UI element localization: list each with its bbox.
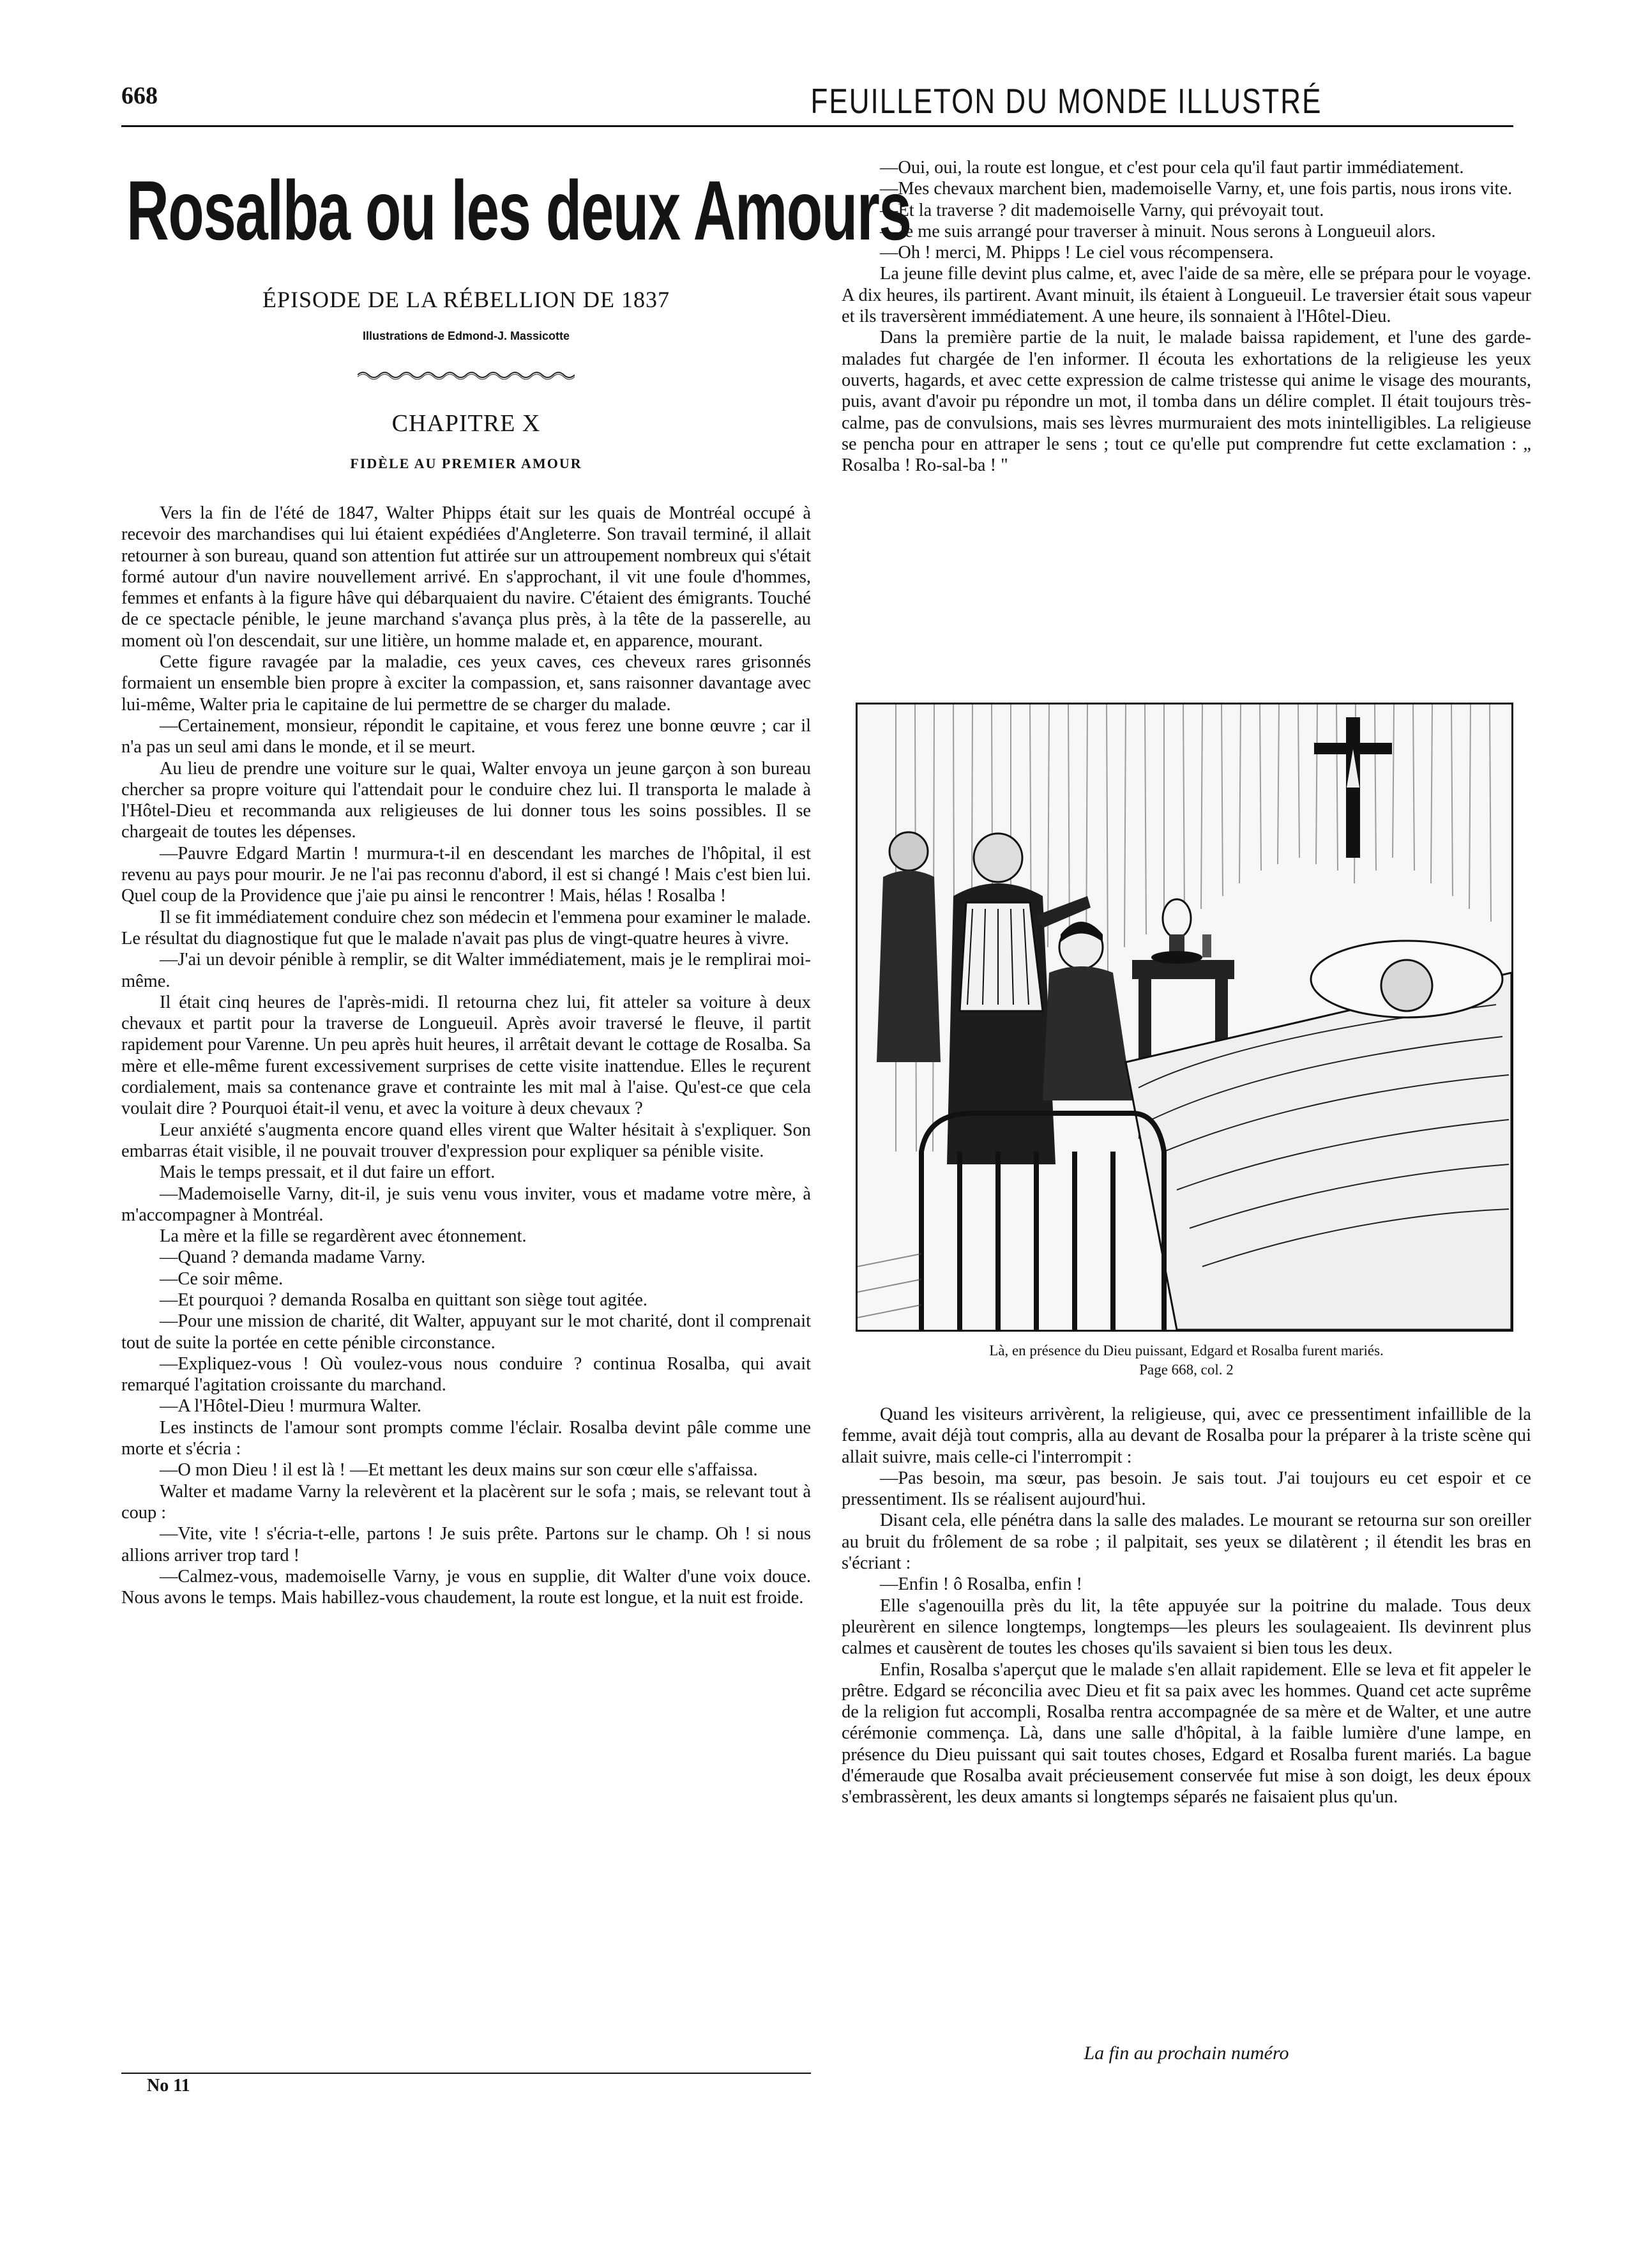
continuation-note: La fin au prochain numéro [1084, 2043, 1289, 2064]
paragraph: —J'ai un devoir pénible à remplir, se dit Walter immédiatement, mais je le remplirai moi-même. [121, 950, 811, 991]
paragraph: Il se fit immédiatement conduire chez son médecin et l'emmena pour examiner le malade. Le résultat du diagnostique fut que le malade n'avait pas plus de vingt-quatre heures à vivre. [121, 907, 811, 948]
paragraph: Au lieu de prendre une voiture sur le quai, Walter envoya un jeune garçon à son bureau chercher sa propre voiture qui l'attendait pour le conduire chez lui. Il transporta le malade à l'Hôtel-Dieu et recommanda aux religieuses de lui donner tous les soins possibles. Il se chargeait de toutes les dépenses. [121, 758, 811, 842]
story-title: Rosalba ou les deux Amours [126, 164, 911, 257]
illustration-drawing [858, 704, 1511, 1330]
paragraph: —Certainement, monsieur, répondit le capitaine, et vous ferez une bonne œuvre ; car il n'a pas un seul ami dans le monde, et il se meurt. [121, 715, 811, 757]
illustration-credit: Illustrations de Edmond-J. Massicotte [362, 330, 570, 342]
illustration-caption [842, 1341, 1531, 1380]
paragraph: —Pas besoin, ma sœur, pas besoin. Je sais tout. J'ai toujours eu cet espoir et ce pressentiment. Ils se réalisent aujourd'hui. [842, 1468, 1531, 1510]
paragraph: Cette figure ravagée par la maladie, ces yeux caves, ces cheveux rares grisonnés formaient un ensemble bien propre à exciter la compassion, et, sans raisonner davantage avec lui-même, Walter pria le capitaine de lui permettre de se charger du malade. [121, 652, 811, 715]
paragraph: —Je me suis arrangé pour traverser à minuit. Nous serons à Longueuil alors. [880, 221, 1436, 241]
caption-text: Là, en présence du Dieu puissant, Edgard et Rosalba furent mariés. [989, 1343, 1384, 1359]
paragraph: —Et la traverse ? dit mademoiselle Varny, qui prévoyait tout. [880, 200, 1324, 220]
paragraph: —O mon Dieu ! il est là ! —Et mettant les deux mains sur son cœur elle s'affaissa. [160, 1460, 758, 1480]
illustration-deathbed-scene [856, 703, 1513, 1332]
paragraph: Vers la fin de l'été de 1847, Walter Phipps était sur les quais de Montréal occupé à recevoir des marchandises qui lui étaient expédiées d'Angleterre. Son travail terminé, il allait retourner à son bureau, quand son attention fut attirée sur un attroupement nombreux qui s'était formé autour d'un navire nouvellement arrivé. En s'approchant, il vit une foule d'hommes, femmes et enfants à la figure hâve qui débarquaient du navire. C'étaient des émigrants. Touché de ce spectacle pénible, le jeune marchand s'avança plus près, à la tête de la passerelle, au moment où l'on descendait, sur une litière, un homme malade et, en apparence, mourant. [121, 503, 811, 651]
paragraph: Walter et madame Varny la relevèrent et la placèrent sur le sofa ; mais, se relevant tout à coup : [121, 1481, 811, 1523]
paragraph: —Et pourquoi ? demanda Rosalba en quittant son siège tout agitée. [160, 1290, 647, 1310]
crucifix-icon [1314, 717, 1392, 858]
paragraph: —A l'Hôtel-Dieu ! murmura Walter. [160, 1396, 421, 1417]
chapter-title: FIDÈLE AU PREMIER AMOUR [350, 455, 582, 471]
paragraph: —Enfin ! ô Rosalba, enfin ! [880, 1574, 1082, 1595]
paragraph: La mère et la fille se regardèrent avec étonnement. [160, 1226, 527, 1247]
paragraph: Enfin, Rosalba s'aperçut que le malade s'en allait rapidement. Elle se leva et fit appeler le prêtre. Edgard se réconcilia avec Dieu et fit sa paix avec les hommes. Quand cet acte suprême de la religion fut accompli, Rosalba rentra accompagnée de sa mère et de Walter, et une autre cérémonie commença. Là, dans une salle d'hôpital, à la faible lumière d'une lampe, en présence du Dieu puissant qui sait toutes choses, Edgard et Rosalba furent mariés. La bague d'émeraude que Rosalba avait précieusement conservée fut mise à son doigt, les deux époux s'embrassèrent, les deux amants si longtemps séparés ne faisaient plus qu'un. [842, 1659, 1531, 1808]
header-rule [121, 125, 1513, 127]
paragraph: Elle s'agenouilla près du lit, la tête appuyée sur la poitrine du malade. Tous deux pleurèrent en silence longtemps, longtemps—les pleurs les soulageaient. Ils devinrent plus calmes et causèrent de toutes les choses qu'ils savaient si bien tous les deux. [842, 1595, 1531, 1659]
paragraph: —Pour une mission de charité, dit Walter, appuyant sur le mot charité, dont il comprenait tout de suite la portée en cette pénible circonstance. [121, 1311, 811, 1353]
paragraph: —Ce soir même. [160, 1268, 284, 1289]
paragraph: —Vite, vite ! s'écria-t-elle, partons ! Je suis prête. Partons sur le champ. Oh ! si nous allions arriver trop tard ! [121, 1524, 811, 1565]
paragraph: —Expliquez-vous ! Où voulez-vous nous conduire ? continua Rosalba, qui avait remarqué l'agitation croissante du marchand. [121, 1353, 811, 1396]
paragraph: Il était cinq heures de l'après-midi. Il retourna chez lui, fit atteler sa voiture à deux chevaux et partit pour la traverse de Longueuil. Après avoir traversé le fleuve, il partit rapidement pour Varenne. Un peu après huit heures, il arrêtait devant le cottage de Rosalba. Sa mère et elle-même furent excessivement surprises de cette visite inattendue. Elles le reçurent cordialement, mais sa contenance grave et contrainte les mit mal à l'aise. Qu'est-ce que cela voulait dire ? Pourquoi était-il venu, et avec la voiture à deux chevaux ? [121, 992, 811, 1119]
paragraph: La jeune fille devint plus calme, et, avec l'aide de sa mère, elle se prépara pour le voyage. A dix heures, ils partirent. Avant minuit, ils étaient à Longueuil. Le traversier était sous vapeur et ils traversèrent immédiatement. A une heure, ils sonnaient à l'Hôtel-Dieu. [842, 264, 1531, 327]
paragraph: Leur anxiété s'augmenta encore quand elles virent que Walter hésitait à s'expliquer. Son embarras était visible, il ne pouvait trouver d'expression pour expliquer sa pénible visite. [121, 1120, 811, 1161]
footer-rule [121, 2073, 811, 2074]
wavy-ornament-icon [358, 369, 575, 381]
paragraph: Disant cela, elle pénétra dans la salle des malades. Le mourant se retourna sur son oreiller au bruit du frôlement de sa robe ; il palpitait, ses yeux se dilatèrent ; il étendit les bras en s'écriant : [842, 1511, 1531, 1574]
rosalba-figure [1043, 922, 1132, 1100]
running-title: FEUILLETON DU MONDE ILLUSTRÉ [810, 82, 1322, 121]
right-column-bottom-text [842, 1404, 1531, 1808]
paragraph: Quand les visiteurs arrivèrent, la religieuse, qui, avec ce pressentiment infaillible de la femme, avait déjà tout compris, alla au devant de Rosalba pour la préparer à la triste scène qui allait suivre, mais celle-ci l'interrompit : [842, 1404, 1531, 1467]
story-subtitle: ÉPISODE DE LA RÉBELLION DE 1837 [262, 287, 670, 312]
paragraph: —Pauvre Edgard Martin ! murmura-t-il en descendant les marches de l'hôpital, il est revenu au pays pour mourir. Je ne l'ai pas reconnu d'abord, il est si changé ! Mais c'est bien lui. Quel coup de la Providence que j'aie pu ainsi le rencontrer ! Mais, hélas ! Rosalba ! [121, 843, 811, 906]
mother-figure [877, 832, 941, 1062]
paragraph: —Mademoiselle Varny, dit-il, je suis venu vous inviter, vous et madame votre mère, à m'accompagner à Montréal. [121, 1183, 811, 1225]
issue-number: No 11 [147, 2076, 190, 2096]
paragraph: —Oui, oui, la route est longue, et c'est pour cela qu'il faut partir immédiatement. [880, 158, 1464, 178]
paragraph: —Mes chevaux marchent bien, mademoiselle Varny, et, une fois partis, nous irons vite. [880, 179, 1513, 199]
left-column [121, 160, 911, 1608]
paragraph: Les instincts de l'amour sont prompts comme l'éclair. Rosalba devint pâle comme une morte et s'écria : [121, 1417, 811, 1459]
paragraph: —Oh ! merci, M. Phipps ! Le ciel vous récompensera. [880, 243, 1274, 263]
paragraph: —Quand ? demanda madame Varny. [160, 1247, 426, 1268]
caption-page-reference: Page 668, col. 2 [1139, 1362, 1234, 1378]
right-column-top-text [842, 157, 1531, 476]
paragraph: —Calmez-vous, mademoiselle Varny, je vous en supplie, dit Walter d'une voix douce. Nous avons le temps. Mais habillez-vous chaudement, la route est longue, et la nuit est froide. [121, 1566, 811, 1608]
paragraph: Mais le temps pressait, et il dut faire un effort. [160, 1162, 495, 1183]
paragraph: Dans la première partie de la nuit, le malade baissa rapidement, et l'une des garde-malades fut chargée de l'en informer. Il écouta les exhortations de la religieuse les yeux ouverts, hagards, et avec cette expression de calme tristesse qui anime le visage des mourants, puis, avant d'avoir pu répondre un mot, il tomba dans un délire complet. Il était toujours très-calme, pas de convulsions, mais ses lèvres murmuraient des mots inintelligibles. La religieuse se pencha pour en attraper le sens ; tout ce qu'elle put comprendre fut cette exclamation : „ Rosalba ! Ro-sal-ba ! " [842, 328, 1531, 476]
left-column-text [121, 503, 811, 1608]
page-number: 668 [121, 82, 158, 109]
chapter-heading: CHAPITRE X [391, 410, 541, 437]
